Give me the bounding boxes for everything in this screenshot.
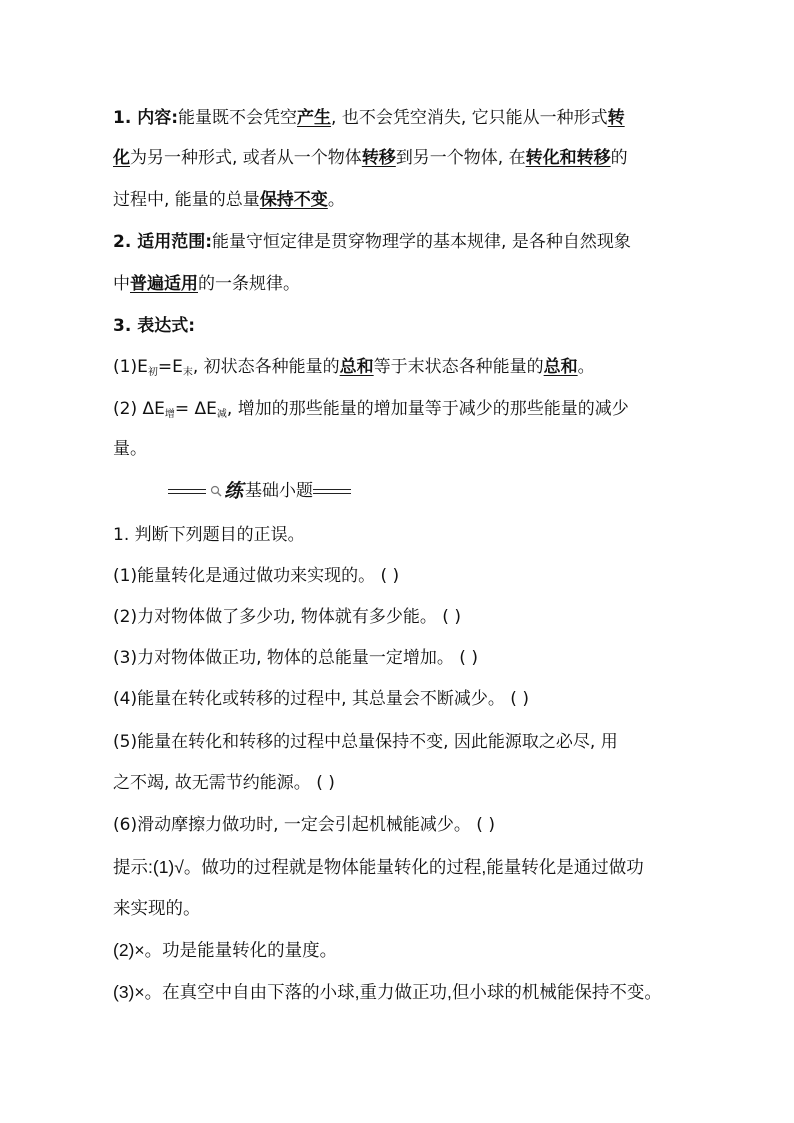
scope-line-2 bbox=[113, 272, 300, 296]
subscript: 增 bbox=[164, 409, 175, 420]
text: 过程中, 能量的总量 bbox=[113, 190, 260, 210]
practice-title: 基础小题 bbox=[245, 481, 314, 501]
text: 到另一个物体, 在 bbox=[395, 148, 526, 168]
underlined-term: 转 bbox=[607, 108, 625, 128]
underlined-term: 转化和转移 bbox=[525, 148, 611, 168]
underlined-term: 总和 bbox=[543, 357, 578, 377]
practice-icon-char: 练 bbox=[224, 480, 244, 502]
formula-1 bbox=[113, 355, 595, 379]
question-item-6: (6)滑动摩擦力做功时, 一定会引起机械能减少。 ( ) bbox=[113, 815, 495, 835]
hint-line-1: 提示:(1)√。做功的过程就是物体能量转化的过程,能量转化是通过做功 bbox=[113, 857, 644, 877]
text: 的一条规律。 bbox=[198, 274, 300, 294]
underlined-term: 普遍适用 bbox=[130, 274, 198, 294]
text: 中 bbox=[113, 274, 130, 294]
question-item-5: (5)能量在转化和转移的过程中总量保持不变, 因此能源取之必尽, 用 bbox=[113, 732, 618, 752]
text: 。 bbox=[577, 357, 595, 377]
colon: : bbox=[171, 108, 179, 128]
text: =E bbox=[157, 357, 183, 377]
divider-line-left bbox=[168, 489, 206, 494]
question-stem: 1. 判断下列题目的正误。 bbox=[113, 525, 305, 545]
underlined-term: 转移 bbox=[361, 148, 396, 168]
formula-2-cont bbox=[113, 437, 147, 461]
expression-heading bbox=[113, 314, 195, 338]
text: , 增加的那些能量的增加量等于减少的那些能量的减少 bbox=[226, 399, 629, 419]
scope-line-1 bbox=[113, 230, 631, 254]
question-item-2: (2)力对物体做了多少功, 物体就有多少能。 ( ) bbox=[113, 607, 461, 627]
practice-divider bbox=[168, 479, 351, 503]
section-label-scope: 2. 适用范围 bbox=[113, 232, 206, 252]
text: 的 bbox=[610, 148, 628, 168]
divider-line-right bbox=[313, 489, 351, 494]
text: 能量守恒定律是贯穿物理学的基本规律, 是各种自然现象 bbox=[212, 232, 631, 252]
colon: : bbox=[205, 232, 213, 252]
subscript: 末 bbox=[182, 367, 193, 378]
text: , 初状态各种能量的 bbox=[192, 357, 340, 377]
subscript: 减 bbox=[216, 409, 227, 420]
formula-2 bbox=[113, 397, 629, 421]
section-label-expression: 3. 表达式: bbox=[113, 316, 196, 336]
content-line-3 bbox=[113, 188, 345, 212]
content-line-1 bbox=[113, 106, 625, 130]
text: 量。 bbox=[113, 439, 147, 459]
text: = ΔE bbox=[174, 399, 217, 419]
text: 为另一种形式, 或者从一个物体 bbox=[130, 148, 362, 168]
hint-line-1-cont: 来实现的。 bbox=[113, 898, 201, 918]
question-item-1: (1)能量转化是通过做功来实现的。 ( ) bbox=[113, 566, 400, 586]
text: , 也不会凭空消失, 它只能从一种形式 bbox=[331, 108, 608, 128]
question-item-5-cont: 之不竭, 故无需节约能源。 ( ) bbox=[113, 773, 335, 793]
underlined-term: 产生 bbox=[297, 108, 332, 128]
question-item-3: (3)力对物体做正功, 物体的总能量一定增加。 ( ) bbox=[113, 648, 478, 668]
question-item-4: (4)能量在转化或转移的过程中, 其总量会不断减少。 ( ) bbox=[113, 689, 529, 709]
underlined-term: 保持不变 bbox=[259, 190, 328, 210]
subscript: 初 bbox=[147, 367, 158, 378]
text: 能量既不会凭空 bbox=[178, 108, 298, 128]
magnifier-icon bbox=[210, 485, 222, 497]
content-line-2 bbox=[113, 146, 628, 170]
underlined-term: 化 bbox=[113, 148, 130, 168]
text: (2) ΔE bbox=[113, 399, 165, 419]
underlined-term: 总和 bbox=[339, 357, 374, 377]
section-label-content: 1. 内容 bbox=[113, 108, 172, 128]
text: 。 bbox=[327, 190, 345, 210]
text: 等于末状态各种能量的 bbox=[373, 357, 544, 377]
hint-line-3: (3)×。在真空中自由下落的小球,重力做正功,但小球的机械能保持不变。 bbox=[113, 982, 662, 1002]
hint-line-2: (2)×。功是能量转化的量度。 bbox=[113, 940, 338, 960]
text: (1)E bbox=[113, 357, 148, 377]
